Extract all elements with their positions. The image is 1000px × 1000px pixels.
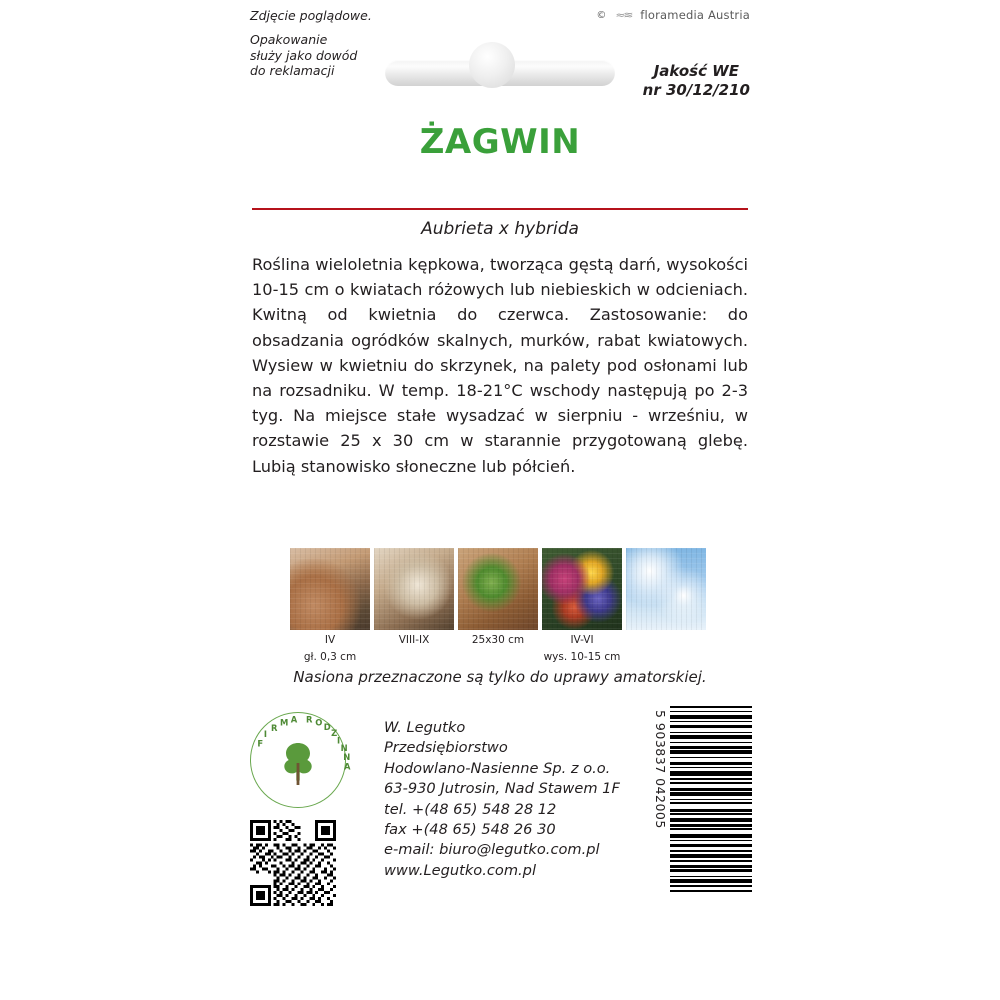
phone-line: tel. +(48 65) 548 28 12 xyxy=(384,800,557,818)
seed-packet-back xyxy=(250,0,750,1000)
preview-photo-note: Zdjęcie poglądowe. xyxy=(250,8,372,23)
pictogram-caption-1: IV-VI xyxy=(570,634,594,646)
address-line: Hodowlano-Nasienne Sp. z o.o. xyxy=(384,759,611,777)
product-title: ŻAGWIN xyxy=(419,122,581,162)
description-text: Roślina wieloletnia kępkowa, tworząca gęstą darń, wysokości 10-15 cm o kwiatach różowych lub niebieskich w odcieniach. Kwitną od kwietnia do czerwca. Zastosowanie: do obsadzania ogródków skalnych, murków, rabat kwiatowych. Wysiew w kwietniu do skrzynek, na palety pod osłonami lub na rozsadniku. W temp. 18-21°C wschody następują po 2-3 tyg. Na miejsce stałe wysadzać w sierpniu - wrześniu, w rozstawie 25 x 30 cm w starannie przygotowaną glebę. Lubią stanowisko słoneczne lub półcień. xyxy=(252,255,748,476)
copyright-text: floramedia Austria xyxy=(640,8,750,22)
quality-block xyxy=(643,62,750,100)
family-firm-seal xyxy=(250,712,351,808)
fax-line: fax +(48 65) 548 26 30 xyxy=(384,821,556,839)
pictogram-caption-2: wys. 10-15 cm xyxy=(543,651,621,663)
pictogram-caption-1: VIII-IX xyxy=(398,634,430,646)
pictogram-caption-1: 25x30 cm xyxy=(471,634,525,646)
pictogram-strip xyxy=(290,548,710,664)
company-address xyxy=(384,718,620,881)
pictogram-item xyxy=(542,548,622,664)
quality-line-1: Jakość WE xyxy=(653,62,739,80)
website-line: www.Legutko.com.pl xyxy=(384,861,537,879)
planting-icon xyxy=(374,548,454,630)
euro-hang-hole xyxy=(385,42,615,86)
address-line: 63-930 Jutrosin, Nad Stawem 1F xyxy=(384,780,620,798)
flowering-icon xyxy=(542,548,622,630)
latin-name: Aubrieta x hybrida xyxy=(421,219,579,239)
quality-line-2: nr 30/12/210 xyxy=(642,81,750,99)
pictogram-item xyxy=(626,548,706,664)
barcode-digits: 5 903837 042005 xyxy=(653,710,668,829)
pictogram-item xyxy=(290,548,370,664)
email-line: e-mail: biuro@legutko.com.pl xyxy=(384,841,600,859)
sowing-icon xyxy=(290,548,370,630)
seal-label: F I R M A R O D Z I N N A xyxy=(257,714,351,772)
copyright-line xyxy=(596,8,750,22)
qr-code-icon xyxy=(250,820,336,906)
pictogram-item xyxy=(374,548,454,664)
barcode xyxy=(652,706,752,892)
floramedia-logo-icon: ≈≋ xyxy=(615,9,632,21)
pictogram-caption-1: IV xyxy=(324,634,336,646)
copyright-symbol: © xyxy=(596,10,607,21)
divider-rule xyxy=(252,208,748,210)
spacing-icon xyxy=(458,548,538,630)
complaint-note: Opakowanie służy jako dowód do reklamacji xyxy=(250,32,358,78)
pictogram-caption-2: gł. 0,3 cm xyxy=(303,651,357,663)
pictogram-item xyxy=(458,548,538,664)
address-line: Przedsiębiorstwo xyxy=(384,739,508,757)
address-line: W. Legutko xyxy=(384,719,466,736)
barcode-bars xyxy=(670,706,752,892)
amateur-use-note: Nasiona przeznaczone są tylko do uprawy amatorskiej. xyxy=(293,668,707,686)
sun-position-icon xyxy=(626,548,706,630)
hang-hole-circle xyxy=(469,42,515,88)
